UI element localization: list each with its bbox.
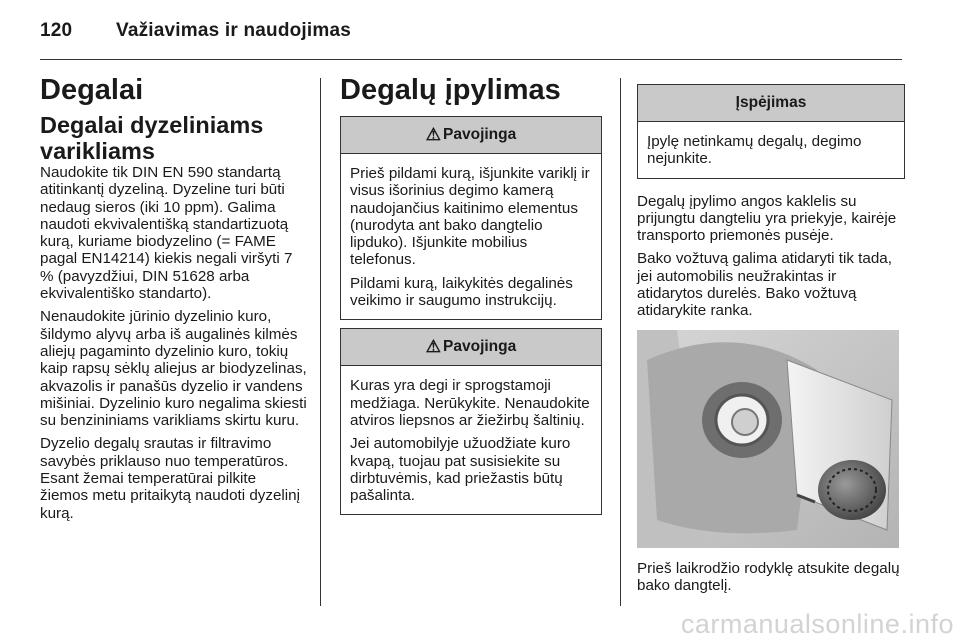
warning-triangle-icon: ⚠ (425, 125, 442, 144)
paragraph: Kuras yra degi ir sprogstamoji medžiaga. Nerūkykite. Nenaudokite atviros liepsnos ar žiežirbų šaltinių. (350, 377, 590, 429)
page-header (40, 20, 351, 42)
section-heading: Degalai (40, 74, 144, 106)
danger-box-header (341, 329, 601, 366)
caution-label: Įspėjimas (735, 94, 807, 111)
column-divider-left (320, 78, 321, 606)
paragraph: Degalų įpylimo angos kaklelis su prijungtu dangteliu yra priekyje, kairėje transporto priemonės pusėje. (637, 192, 897, 245)
watermark: carmanualsonline.info (680, 609, 954, 639)
paragraph: Įpylę netinkamų degalų, degimo nejunkite. (647, 133, 862, 168)
danger-box (340, 116, 602, 320)
header-rule (40, 59, 902, 60)
photo-caption: Prieš laikrodžio rodyklę atsukite degalų bako dangtelį. (637, 559, 900, 594)
column-divider-right (620, 78, 621, 606)
section-heading: Degalų įpylimas (340, 74, 561, 106)
warning-triangle-icon: ⚠ (425, 337, 442, 357)
paragraph: Naudokite tik DIN EN 590 standartą atitinkantį dyzeliną. Dyzeline turi būti nedaug sieros (iki 10 ppm). Galima naudoti ekvivalentišką standartizuotą kurą, kuriame biodyzelino (= FAME pagal EN14214) kiekis negali viršyti 7 % (pavyzdžiui, DIN 51628 arba ekvivalentiško standarto). (40, 164, 293, 303)
paragraph: Dyzelio degalų srautas ir filtravimo savybės priklauso nuo temperatūros. Esant žemai temperatūrai pilkite žiemos metu pritaikytą naudoti dyzelinį kurą. (40, 435, 300, 522)
paragraph: Pildami kurą, laikykitės degalinės veikimo ir saugumo instrukcijų. (350, 274, 573, 310)
danger-box-header (341, 117, 601, 154)
caution-box-body (638, 122, 904, 178)
caution-box-header (638, 85, 904, 122)
danger-box (340, 328, 602, 515)
fuel-filler-photo (637, 330, 899, 548)
caution-box (637, 84, 905, 179)
paragraph: Jei automobilyje užuodžiate kuro kvapą, tuojau pat susisiekite su dirbtuvėmis, kad priežastis būtų pašalinta. (350, 435, 571, 505)
danger-box-body (341, 366, 601, 514)
paragraph: Prieš pildami kurą, išjunkite variklį ir visus išorinius degimo kamerą naudojančius kaitinimo elementus (nurodyta ant bako dangtelio lipduko). Išjunkite mobilius telefonus. (350, 165, 590, 269)
column-3 (637, 84, 905, 600)
column-2 (340, 74, 602, 523)
page-number: 120 (40, 20, 73, 41)
danger-label: Pavojinga (443, 126, 517, 143)
chapter-title: Važiavimas ir naudojimas (116, 20, 352, 41)
paragraph: Bako vožtuvą galima atidaryti tik tada, jei automobilis neužrakintas ir atidarytos durelės. Bako vožtuvą atidarykite ranka. (637, 250, 892, 320)
danger-box-body (341, 154, 601, 319)
column-1 (40, 74, 308, 528)
paragraph: Nenaudokite jūrinio dyzelinio kuro, šildymo alyvų arba iš augalinės kilmės aliejų pagaminto dyzelinio kuro, tokių kaip rapsų sėklų aliejus ar biodyzelinas, akvazolis ir panašūs dyzelio ir vandens mišiniai. Dyzelinio kuro negalima skiesti su benzininiams varikliams skirtu kuru. (40, 308, 307, 430)
subsection-heading: Degalai dyzeliniams varikliams (40, 112, 264, 164)
danger-label: Pavojinga (443, 338, 517, 356)
